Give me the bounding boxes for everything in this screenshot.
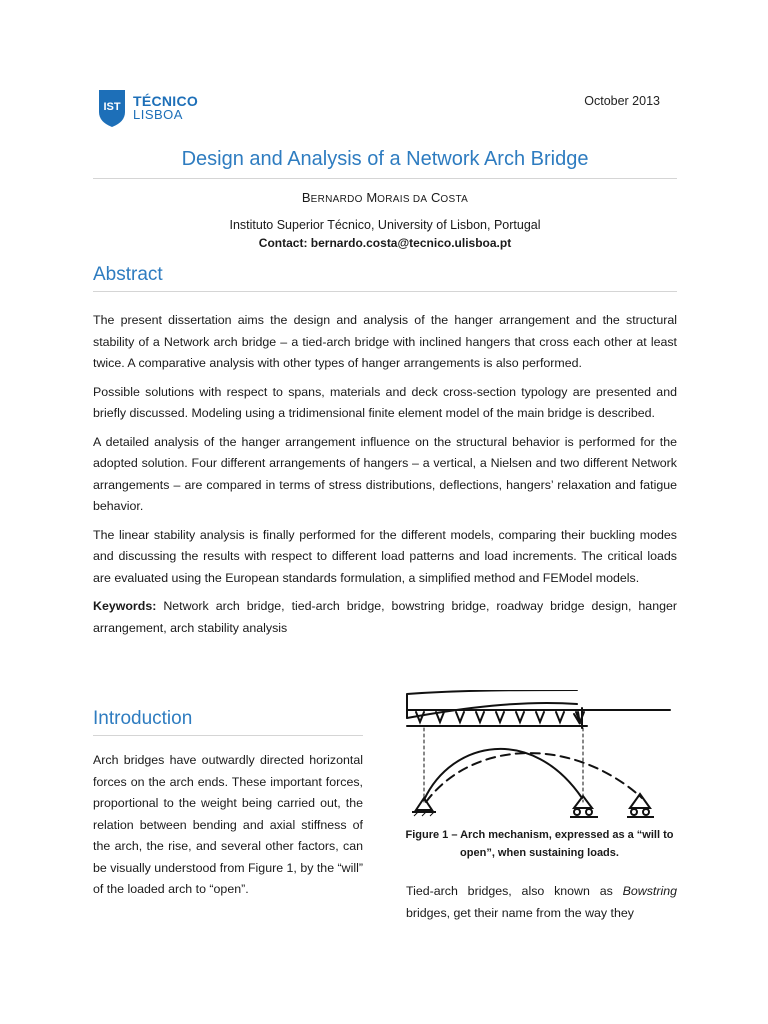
author-contact: Contact: bernardo.costa@tecnico.ulisboa.pt — [258, 236, 512, 250]
arch-mechanism-sketch — [402, 690, 672, 820]
title-divider — [93, 178, 677, 179]
abstract-paragraph: The linear stability analysis is finally performed for the different models, comparing their buckling modes and discussing the results with respect to different load patterns and load increments. The critical loads are evaluated using the European standards formulation, a simplified method and FEModel models. — [93, 527, 677, 585]
introduction-heading: Introduction — [93, 708, 193, 729]
introduction-right-column — [406, 880, 677, 924]
introduction-divider — [93, 735, 363, 736]
abstract-paragraph: Possible solutions with respect to spans, materials and deck cross-section typology are presented and briefly discussed. Modeling using a tridimensional finite element model of the main bridge is described. — [93, 384, 677, 420]
keywords — [93, 596, 677, 639]
introduction-paragraph: Arch bridges have outwardly directed horizontal forces on the arch ends. These important forces, proportional to the weight being carried out, the relation between bending and axial stiffness of the arch, the rise, and several other factors, can be visually understood from Figure 1, by the “will” of the loaded arch to “open”. — [93, 753, 363, 896]
bowstring-term: Bowstring — [622, 884, 677, 898]
logo-mark-text: IST — [103, 101, 121, 113]
abstract-divider — [93, 291, 677, 292]
author-affiliation: Instituto Superior Técnico, University of Lisbon, Portugal — [229, 218, 541, 232]
abstract-body — [93, 310, 677, 646]
figure-1 — [402, 690, 672, 820]
tecnico-logo — [97, 88, 198, 128]
author-name: BERNARDO MORAIS DA COSTA — [301, 190, 469, 205]
ist-shield-icon — [97, 88, 127, 128]
right-text-start: Tied-arch bridges, also known as — [406, 884, 623, 898]
keywords-text: Network arch bridge, tied-arch bridge, bowstring bridge, roadway bridge design, hanger arrangement, arch stability analysis — [93, 599, 677, 635]
introduction-left-column — [93, 750, 363, 901]
paper-title: Design and Analysis of a Network Arch Bridge — [181, 148, 589, 170]
abstract-heading: Abstract — [93, 264, 163, 285]
right-text-end: bridges, get their name from the way they — [406, 906, 634, 920]
logo-line2: LISBOA — [133, 107, 183, 122]
logo-line1: TÉCNICO — [133, 93, 199, 109]
abstract-paragraph: A detailed analysis of the hanger arrangement influence on the structural behavior is performed for the adopted solution. Four different arrangements of hangers – a vertical, a Nielsen and two different Network arrangements – are compared in terms of stress distributions, deflections, hangers’ relaxation and fatigue behavior. — [93, 434, 677, 513]
keywords-label: Keywords: — [93, 599, 157, 613]
publication-date: October 2013 — [584, 94, 660, 108]
abstract-paragraph: The present dissertation aims the design and analysis of the hanger arrangement and the structural stability of a Network arch bridge – a tied-arch bridge with inclined hangers that cross each other at least twice. A comparative analysis with other types of hanger arrangements is also performed. — [93, 313, 677, 370]
figure-1-caption: Figure 1 – Arch mechanism, expressed as a “will to open”, when sustaining loads. — [405, 829, 674, 859]
